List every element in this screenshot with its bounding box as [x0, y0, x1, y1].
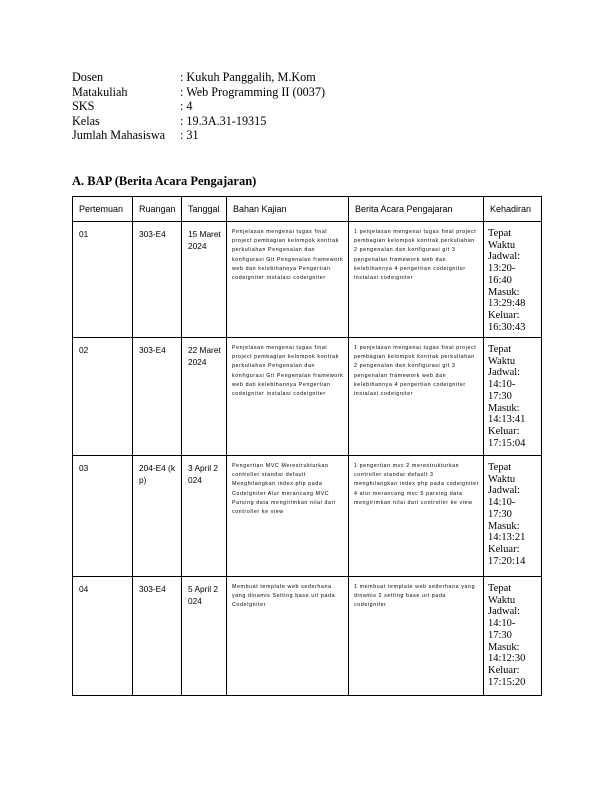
table-row	[73, 577, 542, 696]
info-row-dosen	[72, 70, 325, 85]
bap-table	[72, 196, 542, 696]
cell-pertemuan: 04	[73, 577, 133, 696]
info-row-matakuliah	[72, 85, 325, 100]
header-pertemuan: Pertemuan	[73, 197, 133, 222]
cell-kehadiran: Tepat Waktu Jadwal: 13:20-16:40 Masuk: 13:29:48 Keluar: 16:30:43	[484, 222, 542, 338]
cell-tanggal: 15 Maret 2024	[182, 222, 227, 338]
header-berita-acara: Berita Acara Pengajaran	[349, 197, 484, 222]
table-row	[73, 338, 542, 456]
cell-pertemuan: 03	[73, 456, 133, 577]
info-value: : Kukuh Panggalih, M.Kom	[180, 70, 316, 84]
info-row-jumlah-mahasiswa	[72, 128, 325, 143]
cell-bahan-kajian: Penjelasan mengenai tugas final project pembagian kelompok kontrak perkuliahan Pengenalan dan konfigurasi Git Pengenalan framework web dan kelebihannya Pengertian codeigniter instalasi codeigniter	[227, 338, 349, 456]
cell-ruangan: 303-E4	[133, 577, 182, 696]
cell-bahan-kajian: Pengertian MVC Merestrukturkan controller standar default Menghilangkan index php pada CodeIgniter Alur merancang MVC Parsing data mengirimkan nilai dari controller ke view	[227, 456, 349, 577]
info-value: : 4	[180, 99, 193, 113]
cell-bahan-kajian: Membuat template web sederhana yang dinamis Setting base url pada CodeIgniter	[227, 577, 349, 696]
cell-berita-acara: 1 pengertian mvc 2 merestrukturkan controller standar default 3 menghilangkan index php pada codeigniter 4 alur merancang mvc 5 parsing data mengirimkan nilai dari controller ke view	[349, 456, 484, 577]
cell-berita-acara: 1 membuat template web sederhana yang dinamis 2 setting base url pada codeigniter	[349, 577, 484, 696]
info-value: : 19.3A.31-19315	[180, 113, 267, 128]
info-value: : Web Programming II (0037)	[180, 84, 326, 99]
cell-kehadiran: Tepat Waktu Jadwal: 14:10-17:30 Masuk: 14:12:30 Keluar: 17:15:20	[484, 577, 542, 696]
cell-tanggal: 3 April 2024	[182, 456, 227, 577]
cell-bahan-kajian: Penjelasan mengenai tugas final project pembagian kelompok kontrak perkuliahan Pengenalan dan konfigurasi Git Pengenalan framework web dan kelebihannya Pengertian codeigniter instalasi codeigniter	[227, 222, 349, 338]
cell-kehadiran: Tepat Waktu Jadwal: 14:10-17:30 Masuk: 14:13:41 Keluar: 17:15:04	[484, 338, 542, 456]
cell-berita-acara: 1 penjelasan mengenai tugas final project pembagian kelompok kontrak perkuliahan 2 pengenalan dan konfigurasi git 3 pengenalan framework web dan kelebihannya 4 pengertian codeigniter instalasi codeigniter	[349, 338, 484, 456]
info-label: SKS	[72, 99, 95, 113]
section-title: A. BAP (Berita Acara Pengajaran)	[72, 174, 257, 188]
cell-ruangan: 303-E4	[133, 222, 182, 338]
cell-tanggal: 5 April 2024	[182, 577, 227, 696]
info-label: Matakuliah	[72, 84, 128, 99]
info-label: Jumlah Mahasiswa	[72, 128, 166, 142]
table-row	[73, 222, 542, 338]
cell-pertemuan: 02	[73, 338, 133, 456]
cell-kehadiran: Tepat Waktu Jadwal: 14:10-17:30 Masuk: 14:13:21 Keluar: 17:20:14	[484, 456, 542, 577]
info-label: Kelas	[72, 113, 100, 128]
header-bahan-kajian: Bahan Kajian	[227, 197, 349, 222]
info-value: : 31	[180, 128, 199, 142]
table-row	[73, 456, 542, 577]
info-label: Dosen	[72, 70, 104, 84]
course-info	[72, 70, 325, 143]
header-tanggal: Tanggal	[182, 197, 227, 222]
header-kehadiran: Kehadiran	[484, 197, 542, 222]
cell-ruangan: 204-E4 (kp)	[133, 456, 182, 577]
cell-pertemuan: 01	[73, 222, 133, 338]
cell-berita-acara: 1 penjelasan mengenai tugas final project pembagian kelompok kontrak perkuliahan 2 pengenalan dan konfigurasi git 3 pengenalan framework web dan kelebihannya 4 pengertian codeigniter instalasi codeigniter	[349, 222, 484, 338]
cell-ruangan: 303-E4	[133, 338, 182, 456]
info-row-sks	[72, 99, 325, 114]
cell-tanggal: 22 Maret 2024	[182, 338, 227, 456]
table-header-row	[73, 197, 542, 222]
header-ruangan: Ruangan	[133, 197, 182, 222]
info-row-kelas	[72, 114, 325, 129]
